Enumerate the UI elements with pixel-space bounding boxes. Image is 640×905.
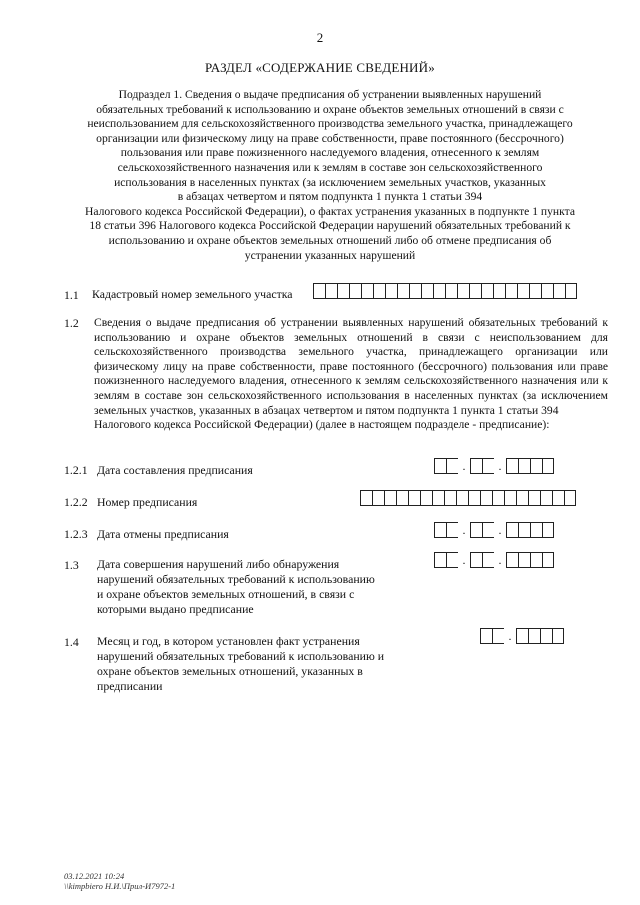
- label-line: нарушений обязательных требований к использованию: [97, 572, 375, 586]
- item-number: 1.4: [64, 635, 79, 649]
- prescription-info-paragraph: [94, 316, 608, 433]
- footer-doc-ref: \\kimpbiero Н.И.\Прил-И7972-1: [64, 881, 176, 891]
- item-number: 1.2.1: [64, 463, 88, 477]
- remedy-month-year-field[interactable]: [480, 628, 564, 644]
- item-number: 1.2: [64, 316, 79, 330]
- date-separator: .: [498, 553, 502, 567]
- label-line: предписании: [97, 679, 163, 693]
- subsection-line: устранении указанных нарушений: [244, 248, 416, 262]
- date-separator: .: [498, 523, 502, 537]
- prescription-info-text-last: Налогового кодекса Российской Федерации) (далее в настоящем подразделе - предписание):: [94, 418, 550, 432]
- section-title: РАЗДЕЛ «СОДЕРЖАНИЕ СВЕДЕНИЙ»: [205, 60, 435, 75]
- date-separator: .: [508, 629, 512, 643]
- prescription-date-label: Дата составления предписания: [97, 463, 253, 477]
- subsection-line: неиспользованием для сельскохозяйственного производства земельного участка, принадлежащего: [87, 117, 573, 131]
- subsection-line: обязательных требований к использованию и охране объектов земельных отношений в связи с: [96, 102, 564, 116]
- subsection-line: в абзацах четвертом и пятом подпункта 1 пункта 1 статьи 394: [177, 190, 483, 204]
- subsection-line: Подраздел 1. Сведения о выдаче предписания об устранении выявленных нарушений: [118, 88, 542, 101]
- footer-timestamp: 03.12.2021 10:24: [64, 871, 125, 881]
- subsection-line: организации или физическому лицу на праве собственности, праве постоянного (бессрочного): [96, 131, 564, 145]
- prescription-info-text: Сведения о выдаче предписания об устранении выявленных нарушений обязательных требований к использованию и охране объектов земельных отношений в связи с неиспользованием для сельскохозяйственного производства земельного участка, принадлежащего организации или физическому лицу на праве собственности, праве постоянного (бессрочного) пользования или праве пожизненного наследуемого владения, отнесенного к землям сельскохозяйственного назначения или к землям в составе зон сельскохозяйственного использования в населенных пунктах (за исключением земельных участков, указанных в абзацах четвертом и пятом подпункта 1 пункта 1 статьи 394: [94, 316, 608, 417]
- cancellation-date-label: Дата отмены предписания: [97, 527, 229, 541]
- remedy-month-year-label: [97, 634, 384, 694]
- subsection-line: использованию и охране объектов земельных отношений либо об отмене предписания об: [108, 233, 552, 247]
- violation-date-field[interactable]: [434, 552, 554, 568]
- subsection-heading: [60, 88, 600, 263]
- cadastral-number-cells[interactable]: [313, 283, 577, 299]
- page-number: 2: [316, 30, 324, 45]
- prescription-number-cells[interactable]: [360, 490, 576, 506]
- label-line: которыми выдано предписание: [97, 602, 254, 616]
- item-number: 1.1: [64, 288, 79, 302]
- subsection-line: пользования или праве пожизненного наследуемого владения, отнесенного к землям: [120, 146, 540, 160]
- item-number: 1.2.3: [64, 527, 88, 541]
- violation-date-label: [97, 557, 375, 617]
- cadastral-number-label: Кадастровый номер земельного участка: [92, 287, 293, 301]
- date-separator: .: [462, 553, 466, 567]
- label-line: и охране объектов земельных отношений, в связи с: [97, 587, 355, 601]
- date-separator: .: [462, 459, 466, 473]
- prescription-number-label: Номер предписания: [97, 495, 198, 509]
- date-separator: .: [462, 523, 466, 537]
- subsection-line: Налогового кодекса Российской Федерации), о фактах устранения указанных в подпункте 1 пункта: [85, 204, 575, 218]
- item-number: 1.2.2: [64, 495, 88, 509]
- item-number: 1.3: [64, 558, 79, 572]
- subsection-line: 18 статьи 396 Налогового кодекса Российской Федерации нарушений обязательных требований к: [89, 219, 571, 233]
- cancellation-date-field[interactable]: [434, 522, 554, 538]
- label-line: охране объектов земельных отношений, указанных в: [97, 664, 363, 678]
- subsection-line: использования в населенных пунктах (за исключением земельных участков, указанных: [114, 175, 546, 189]
- subsection-line: сельскохозяйственного назначения или к землям в составе зон сельскохозяйственного: [117, 160, 543, 174]
- prescription-date-field[interactable]: [434, 458, 554, 474]
- date-separator: .: [498, 459, 502, 473]
- label-line: Дата совершения нарушений либо обнаружения: [97, 557, 340, 571]
- label-line: Месяц и год, в котором установлен факт устранения: [97, 634, 360, 648]
- label-line: нарушений обязательных требований к использованию и: [97, 649, 385, 663]
